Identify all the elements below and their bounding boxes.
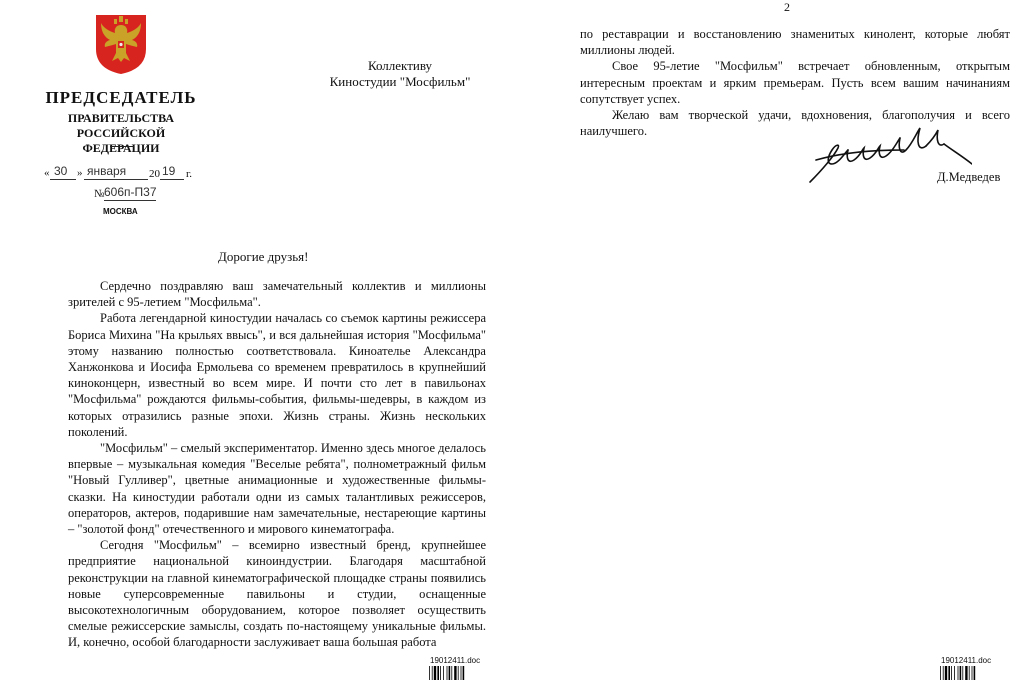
header-divider: [110, 146, 134, 147]
signatory-name: Д.Медведев: [937, 170, 1001, 184]
paragraph: Сердечно поздравляю ваш замечательный коллектив и миллионы зрителей с 95-летием "Мосфильма".: [68, 279, 486, 310]
sender-title: ПРЕДСЕДАТЕЛЬ: [45, 88, 197, 107]
date-month: января: [87, 164, 127, 178]
date-month-underline: [84, 179, 148, 180]
date-year-prefix: 20: [149, 168, 160, 180]
date-year-unit: г.: [186, 168, 193, 180]
date-year-suffix: 19: [162, 164, 176, 178]
paragraph-continuation: по реставрации и восстановлению знаменитых кинолент, которые любят миллионы людей.: [580, 27, 1010, 58]
letter-page-2: [512, 0, 1024, 682]
coat-of-arms-icon: [94, 13, 148, 75]
greeting: Дорогие друзья!: [218, 249, 309, 264]
barcode: [940, 666, 988, 680]
date-year-underline: [160, 179, 184, 180]
addressee-line-1: Коллективу: [367, 58, 433, 73]
city: МОСКВА: [103, 207, 138, 216]
sender-subtitle-line-2: РОССИЙСКОЙ ФЕДЕРАЦИИ: [76, 126, 166, 155]
date-day: 30: [54, 164, 68, 178]
paragraph: Работа легендарной киностудии началась со съемок картины режиссера Бориса Михина "На крыльях ввысь", и вся дальнейшая история "Мосфильма" этому названию полностью соответствовала. Киноателье Александра Ханжонкова и Иосифа Ермольева со временем превратилось в крупнейший киноконцерн, известный во всем мире. И почти сто лет в павильонах "Мосфильма" рождаются фильмы-события, фильмы-шедевры, в каждом из которых отразились разные эпохи. Жизнь страны. Жизнь нескольких поколений.: [68, 311, 486, 439]
document-file-reference: 19012411.doc: [941, 656, 992, 665]
paragraph: Желаю вам творческой удачи, вдохновения, благополучия и всего наилучшего.: [580, 108, 1010, 139]
date-close-quote: »: [77, 167, 83, 179]
document-number-underline: [104, 200, 156, 201]
barcode: [429, 666, 477, 680]
letter-body: [68, 278, 486, 651]
addressee-line-2: Киностудии "Мосфильм": [329, 74, 471, 89]
date-open-quote: «: [44, 167, 50, 179]
paragraph: "Мосфильм" – смелый экспериментатор. Именно здесь многое делалось впервые – музыкальная комедия "Веселые ребята", полнометражный фильм "Новый Гулливер", цветные анимационные и художественные фильмы-сказки. На киностудии работали одни из самых талантливых режиссеров, операторов, актеров, подарившие нам замечательные, нестареющие картины – "золотой фонд" отечественного и мирового кинематографа.: [68, 441, 486, 537]
addressee: [320, 58, 480, 90]
document-file-reference: 19012411.doc: [430, 656, 481, 665]
date-day-underline: [50, 179, 76, 180]
page-number: 2: [784, 0, 790, 14]
sender-subtitle-line-1: ПРАВИТЕЛЬСТВА: [67, 111, 175, 125]
document-number: 606п-П37: [104, 185, 157, 199]
paragraph: Свое 95-летие "Мосфильм" встречает обновленным, открытым интересным проектам и ярким премьерам. Пусть всем вашим начинаниям сопутствует успех.: [580, 59, 1010, 106]
paragraph: Сегодня "Мосфильм" – всемирно известный бренд, крупнейшее предприятие национальной киноиндустрии. Благодаря масштабной реконструкции на главной кинематографической площадке страны появились новые суперсовременные павильоны и студии, оснащенные высокотехнологичным оборудованием, которое позволяет осуществить смелые режиссерские замыслы, создать по-настоящему уникальные фильмы. И, конечно, особой благодарности заслуживает ваша большая работа: [68, 538, 486, 650]
document-number-label: №: [94, 188, 105, 200]
